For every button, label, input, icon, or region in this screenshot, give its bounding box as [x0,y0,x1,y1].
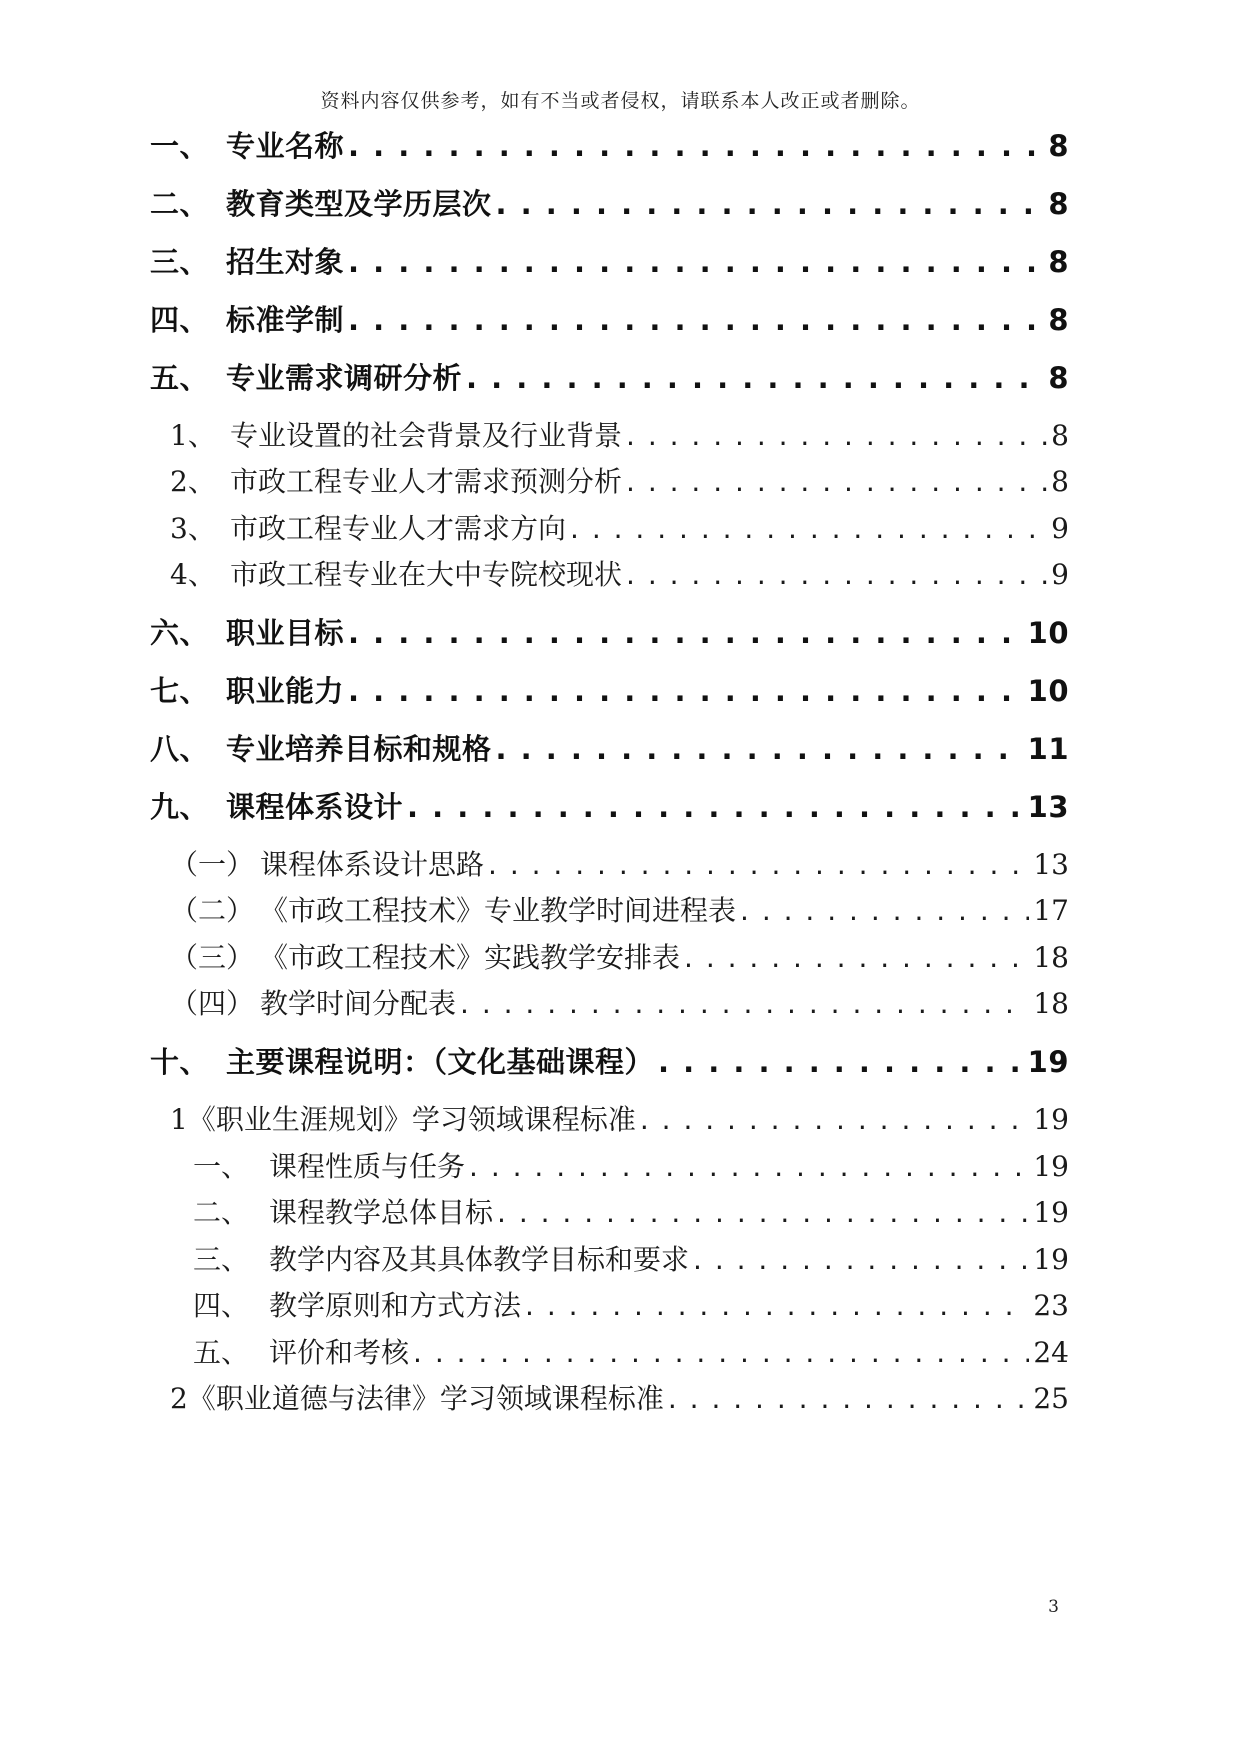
toc-entry-page: 18 [1033,987,1069,1020]
toc-subsubentry[interactable] [193,1191,1069,1231]
toc-entry-page: 8 [1048,245,1069,279]
toc-entry-number: 1、 [170,419,216,452]
toc-dot-leader [496,187,1045,221]
toc-dot-leader [626,465,1047,498]
toc-dot-leader [693,1243,1029,1276]
toc-entry-title: 评价和考核 [269,1336,410,1369]
toc-entry-number: 十、 [150,1045,210,1079]
toc-entry-number: 1 [170,1103,188,1136]
toc-subentry[interactable] [170,889,1069,929]
toc-entry-title: 市政工程专业人才需求预测分析 [230,465,623,498]
toc-entry-number: 一、 [193,1150,250,1183]
toc-entry-number: 三、 [150,245,210,279]
toc-entry-title: 主要课程说明：（文化基础课程） [226,1045,655,1079]
toc-entry-number: 3、 [170,512,216,545]
toc-dot-leader [626,558,1047,591]
toc-dot-leader [640,1103,1030,1136]
toc-entry-title: 标准学制 [226,303,345,337]
toc-subsubentry[interactable] [193,1331,1069,1371]
toc-dot-leader [525,1289,1029,1322]
toc-entry-page: 8 [1051,465,1069,498]
toc-entry-page: 19 [1033,1150,1069,1183]
toc-entry-title: 专业设置的社会背景及行业背景 [230,419,623,452]
toc-dot-leader [460,987,1029,1020]
toc-subentry[interactable] [170,936,1069,976]
toc-entry-title: 课程体系设计 [226,790,404,824]
toc-entry-page: 25 [1033,1382,1069,1415]
toc-entry-title: 《市政工程技术》实践教学安排表 [260,941,681,974]
toc-entry[interactable] [150,1040,1069,1081]
toc-dot-leader [740,894,1029,927]
toc-dot-leader [413,1336,1029,1369]
toc-entry[interactable] [150,669,1069,710]
toc-subentry[interactable] [170,982,1069,1022]
toc-entry-number: 二、 [193,1196,250,1229]
toc-entry-number: 六、 [150,616,210,650]
toc-entry-title: 《职业道德与法律》学习领域课程标准 [187,1382,664,1415]
toc-entry-number: 四、 [193,1289,250,1322]
toc-subentry[interactable] [170,1377,1069,1417]
toc-entry-number: 八、 [150,732,210,766]
toc-entry-page: 10 [1027,616,1069,650]
toc-entry-number: （一） [170,848,255,881]
toc-subentry[interactable] [170,414,1069,454]
toc-entry[interactable] [150,240,1069,281]
toc-entry-page: 23 [1033,1289,1069,1322]
toc-dot-leader [348,674,1024,708]
toc-dot-leader [570,512,1047,545]
toc-entry[interactable] [150,785,1069,826]
toc-entry-title: 课程体系设计思路 [260,848,485,881]
toc-entry-title: 市政工程专业在大中专院校现状 [230,558,623,591]
toc-subsubentry[interactable] [193,1238,1069,1278]
toc-entry-page: 13 [1033,848,1069,881]
toc-dot-leader [668,1382,1030,1415]
toc-subentry[interactable] [170,843,1069,883]
toc-entry[interactable] [150,124,1069,165]
toc-entry-page: 19 [1033,1103,1069,1136]
toc-entry-number: 四、 [150,303,210,337]
toc-entry-number: （三） [170,941,255,974]
toc-dot-leader [496,732,1024,766]
toc-entry-title: 教学原则和方式方法 [269,1289,522,1322]
toc-entry-number: 一、 [150,129,210,163]
toc-dot-leader [407,790,1024,824]
toc-entry-page: 8 [1048,361,1069,395]
toc-entry-number: 2、 [170,465,216,498]
toc-subentry[interactable] [170,507,1069,547]
toc-entry-title: 课程教学总体目标 [269,1196,494,1229]
document-header-disclaimer: 资料内容仅供参考，如有不当或者侵权，请联系本人改正或者删除。 [320,90,921,112]
toc-entry-page: 8 [1051,419,1069,452]
toc-entry-page: 19 [1033,1243,1069,1276]
toc-entry-page: 11 [1027,732,1069,766]
toc-entry-number: 九、 [150,790,210,824]
toc-dot-leader [348,129,1044,163]
toc-entry-page: 19 [1027,1045,1069,1079]
toc-dot-leader [658,1045,1024,1079]
toc-entry-page: 8 [1048,187,1069,221]
toc-entry-page: 8 [1048,129,1069,163]
toc-subsubentry[interactable] [193,1284,1069,1324]
toc-entry-page: 24 [1033,1336,1069,1369]
toc-dot-leader [348,303,1044,337]
toc-entry-number: 4、 [170,558,216,591]
toc-dot-leader [469,1150,1029,1183]
toc-entry-page: 13 [1027,790,1069,824]
toc-entry-page: 17 [1033,894,1069,927]
toc-entry-title: 教学时间分配表 [260,987,457,1020]
toc-entry[interactable] [150,298,1069,339]
toc-entry-number: （四） [170,987,255,1020]
toc-entry-number: （二） [170,894,255,927]
toc-entry-page: 9 [1051,558,1069,591]
toc-entry-number: 三、 [193,1243,250,1276]
toc-entry[interactable] [150,611,1069,652]
toc-entry[interactable] [150,356,1069,397]
toc-entry-title: 课程性质与任务 [269,1150,466,1183]
toc-dot-leader [466,361,1044,395]
toc-entry-page: 19 [1033,1196,1069,1229]
page-number: 3 [1048,1597,1059,1617]
toc-subentry[interactable] [170,1098,1069,1138]
toc-entry-number: 二、 [150,187,210,221]
toc-subentry[interactable] [170,553,1069,593]
toc-entry-title: 专业需求调研分析 [226,361,463,395]
toc-entry-title: 招生对象 [226,245,345,279]
toc-entry-number: 2 [170,1382,188,1415]
toc-entry-title: 专业名称 [226,129,345,163]
toc-entry-number: 五、 [150,361,210,395]
toc-entry-page: 9 [1051,512,1069,545]
toc-entry-number: 五、 [193,1336,250,1369]
toc-entry-title: 职业能力 [226,674,345,708]
toc-entry-page: 8 [1048,303,1069,337]
toc-dot-leader [497,1196,1029,1229]
toc-entry-title: 职业目标 [226,616,345,650]
toc-entry-number: 七、 [150,674,210,708]
toc-entry-page: 10 [1027,674,1069,708]
toc-dot-leader [348,245,1044,279]
toc-subsubentry[interactable] [193,1145,1069,1185]
toc-entry-page: 18 [1033,941,1069,974]
toc-dot-leader [684,941,1029,974]
toc-dot-leader [626,419,1047,452]
toc-entry-title: 《职业生涯规划》学习领域课程标准 [187,1103,636,1136]
toc-entry[interactable] [150,182,1069,223]
toc-subentry[interactable] [170,460,1069,500]
toc-entry-title: 市政工程专业人才需求方向 [230,512,567,545]
toc-entry-title: 《市政工程技术》专业教学时间进程表 [260,894,737,927]
toc-entry[interactable] [150,727,1069,768]
toc-dot-leader [348,616,1024,650]
toc-dot-leader [488,848,1029,881]
toc-entry-title: 教育类型及学历层次 [226,187,492,221]
toc-entry-title: 教学内容及其具体教学目标和要求 [269,1243,690,1276]
toc-entry-title: 专业培养目标和规格 [226,732,492,766]
